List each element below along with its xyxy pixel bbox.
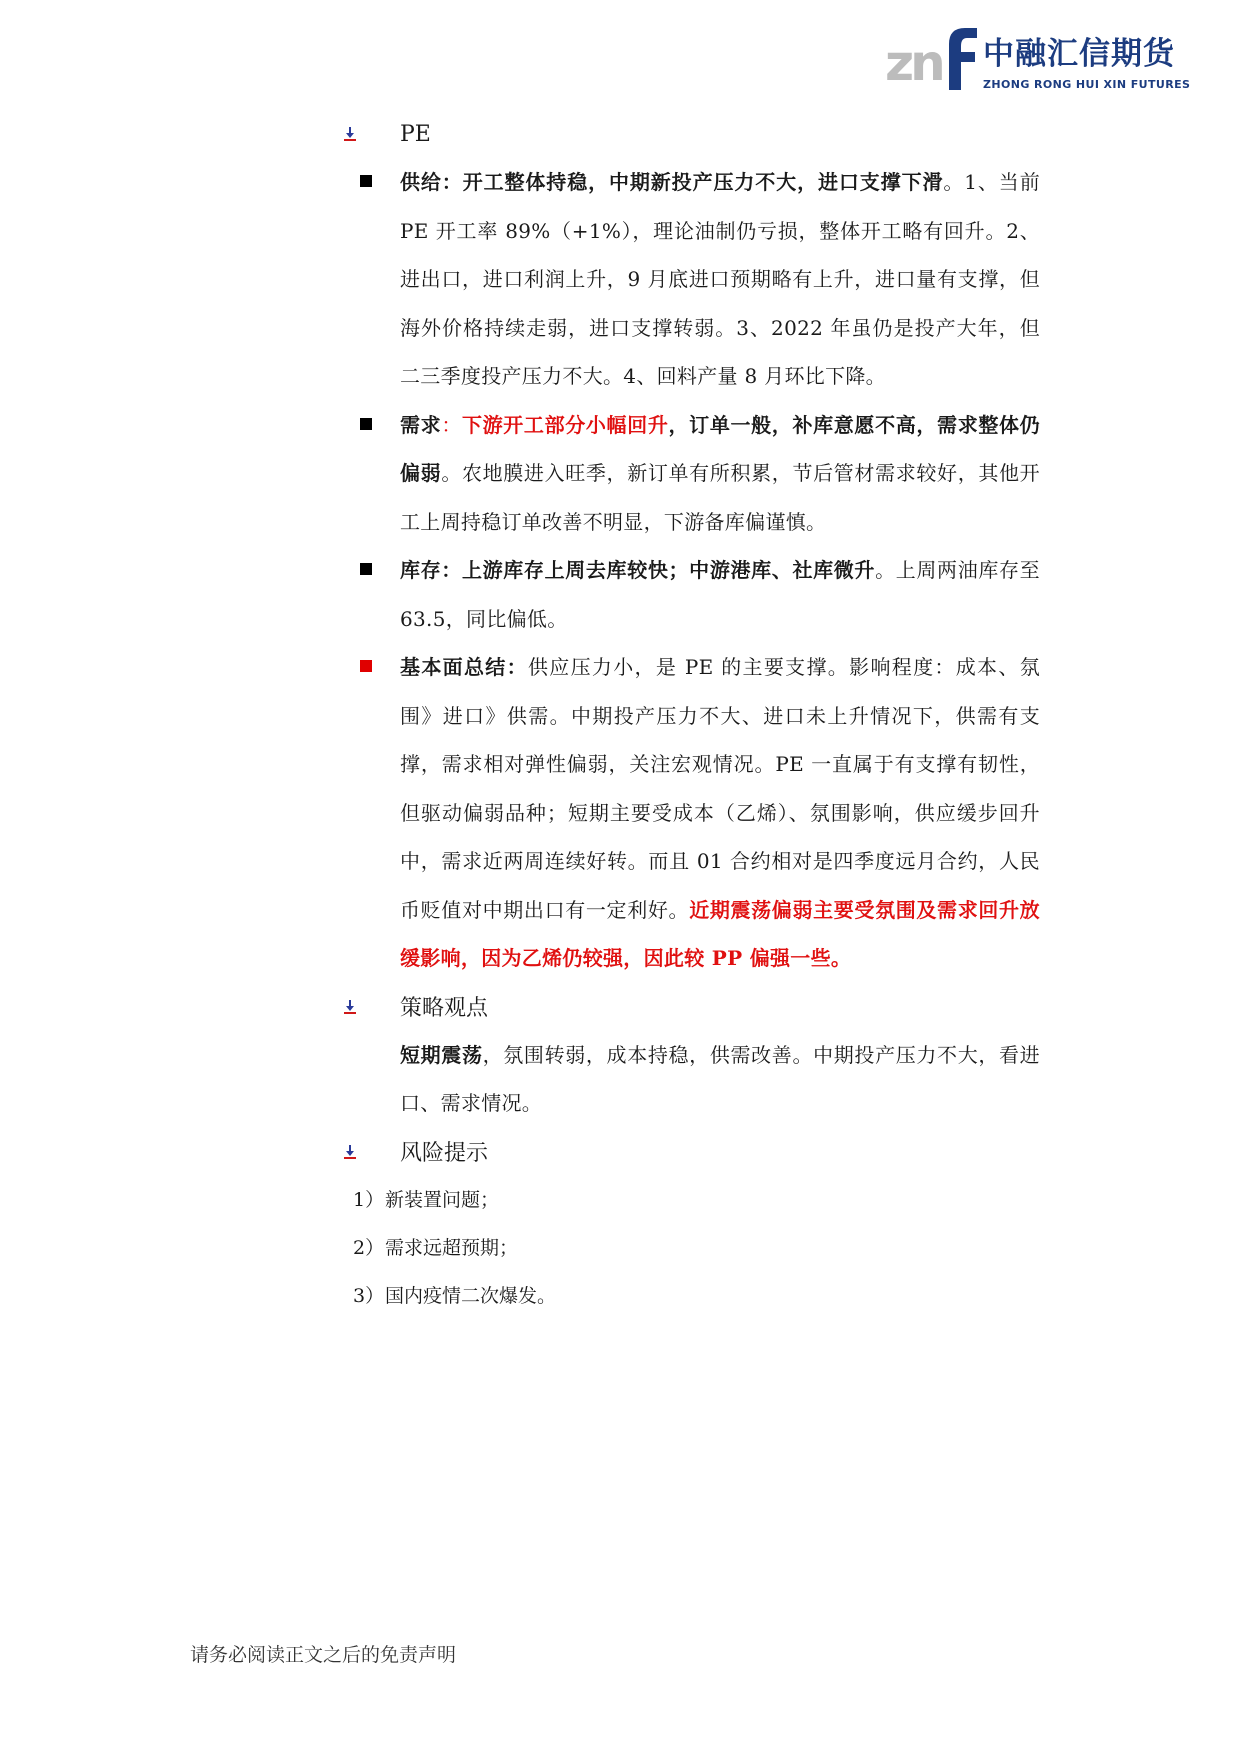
demand-paragraph xyxy=(350,401,1040,547)
risk-list xyxy=(350,1176,1040,1320)
inventory-label: 库存： xyxy=(400,558,462,582)
company-name-cn: 中融汇信期货 xyxy=(983,36,1175,72)
inventory-paragraph xyxy=(350,546,1040,643)
square-bullet-icon xyxy=(360,418,372,430)
supply-paragraph xyxy=(350,158,1040,401)
fundamental-highlight: 近期震荡偏弱主要受氛围及需求回升放缓影响，因为乙烯仍较强，因此较 PP 偏强一些。 xyxy=(400,897,1040,970)
list-item xyxy=(350,1176,1040,1224)
demand-highlight: 下游开工部分小幅回升 xyxy=(461,412,669,437)
inventory-summary: 上游库存上周去库较快；中游港库、社库微升 xyxy=(461,558,876,582)
risk-item-number: 2） xyxy=(353,1236,385,1259)
report-body xyxy=(350,110,1040,1320)
znf-logo-mark xyxy=(885,24,980,90)
red-square-bullet-icon xyxy=(360,660,372,672)
section-risk-title: 风险提示 xyxy=(400,1141,489,1166)
supply-summary: 开工整体持稳，中期新投产压力不大，进口支撑下滑 xyxy=(462,170,944,194)
section-pe-title: PE xyxy=(400,121,431,147)
square-bullet-icon xyxy=(360,563,372,575)
risk-item-number: 3） xyxy=(353,1284,385,1307)
supply-label: 供给： xyxy=(400,170,463,194)
strategy-paragraph xyxy=(350,1031,1040,1128)
svg-text:zn: zn xyxy=(885,34,942,90)
fundamental-text: 供应压力小，是 PE 的主要支撑。影响程度：成本、氛围》进口》供需。中期投产压力不大、进口未上升情况下，供需有支撑，需求相对弹性偏弱，关注宏观情况。PE 一直属于有支撑有韧性，但驱动偏弱品种；短期主要受成本（乙烯）、氛围影响，供应缓步回升中，需求近两周连续好转。而且 01 合约相对是四季度远月合约，人民币贬值对中期出口有一定利好。 xyxy=(400,655,1040,922)
fundamental-summary-paragraph xyxy=(350,643,1040,983)
demand-label: 需求 xyxy=(400,412,442,437)
section-strategy-heading xyxy=(350,983,1040,1031)
section-pe-heading xyxy=(350,110,1040,158)
strategy-highlight: 短期震荡 xyxy=(400,1042,483,1067)
strategy-text: ，氛围转弱，成本持稳，供需改善。中期投产压力不大，看进口、需求情况。 xyxy=(400,1042,1040,1115)
arrow-bullet-icon xyxy=(342,126,358,142)
company-logo xyxy=(885,24,1191,94)
inventory-text: 。上周两油库存至 63.5，同比偏低。 xyxy=(400,558,1040,631)
demand-summary: ，订单一般，补库意愿不高，需求整体仍偏弱 xyxy=(400,412,1040,485)
supply-text: 。1、当前 PE 开工率 89%（+1%），理论油制仍亏损，整体开工略有回升。2、进出口，进口利润上升，9 月底进口预期略有上升，进口量有支撑，但海外价格持续走弱，进口支撑转弱。3、2022 年虽仍是投产大年，但二三季度投产压力不大。4、回料产量 8 月环比下降。 xyxy=(400,170,1040,388)
risk-item-text: 需求远超预期； xyxy=(385,1236,519,1259)
section-risk-heading xyxy=(350,1128,1040,1176)
fundamental-label: 基本面总结： xyxy=(400,655,528,679)
risk-item-number: 1） xyxy=(353,1188,385,1211)
company-name-en: ZHONG RONG HUI XIN FUTURES xyxy=(983,78,1191,91)
square-bullet-icon xyxy=(360,175,372,187)
list-item xyxy=(350,1272,1040,1320)
demand-text: 。农地膜进入旺季，新订单有所积累，节后管材需求较好，其他开工上周持稳订单改善不明显，下游备库偏谨慎。 xyxy=(400,461,1040,534)
demand-colon: ： xyxy=(441,412,462,437)
section-strategy-title: 策略观点 xyxy=(400,996,489,1021)
risk-item-text: 新装置问题； xyxy=(385,1188,500,1211)
risk-item-text: 国内疫情二次爆发。 xyxy=(385,1284,557,1307)
list-item xyxy=(350,1224,1040,1272)
arrow-bullet-icon xyxy=(342,1144,358,1160)
arrow-bullet-icon xyxy=(342,999,358,1015)
disclaimer-footer: 请务必阅读正文之后的免责声明 xyxy=(190,1644,457,1666)
